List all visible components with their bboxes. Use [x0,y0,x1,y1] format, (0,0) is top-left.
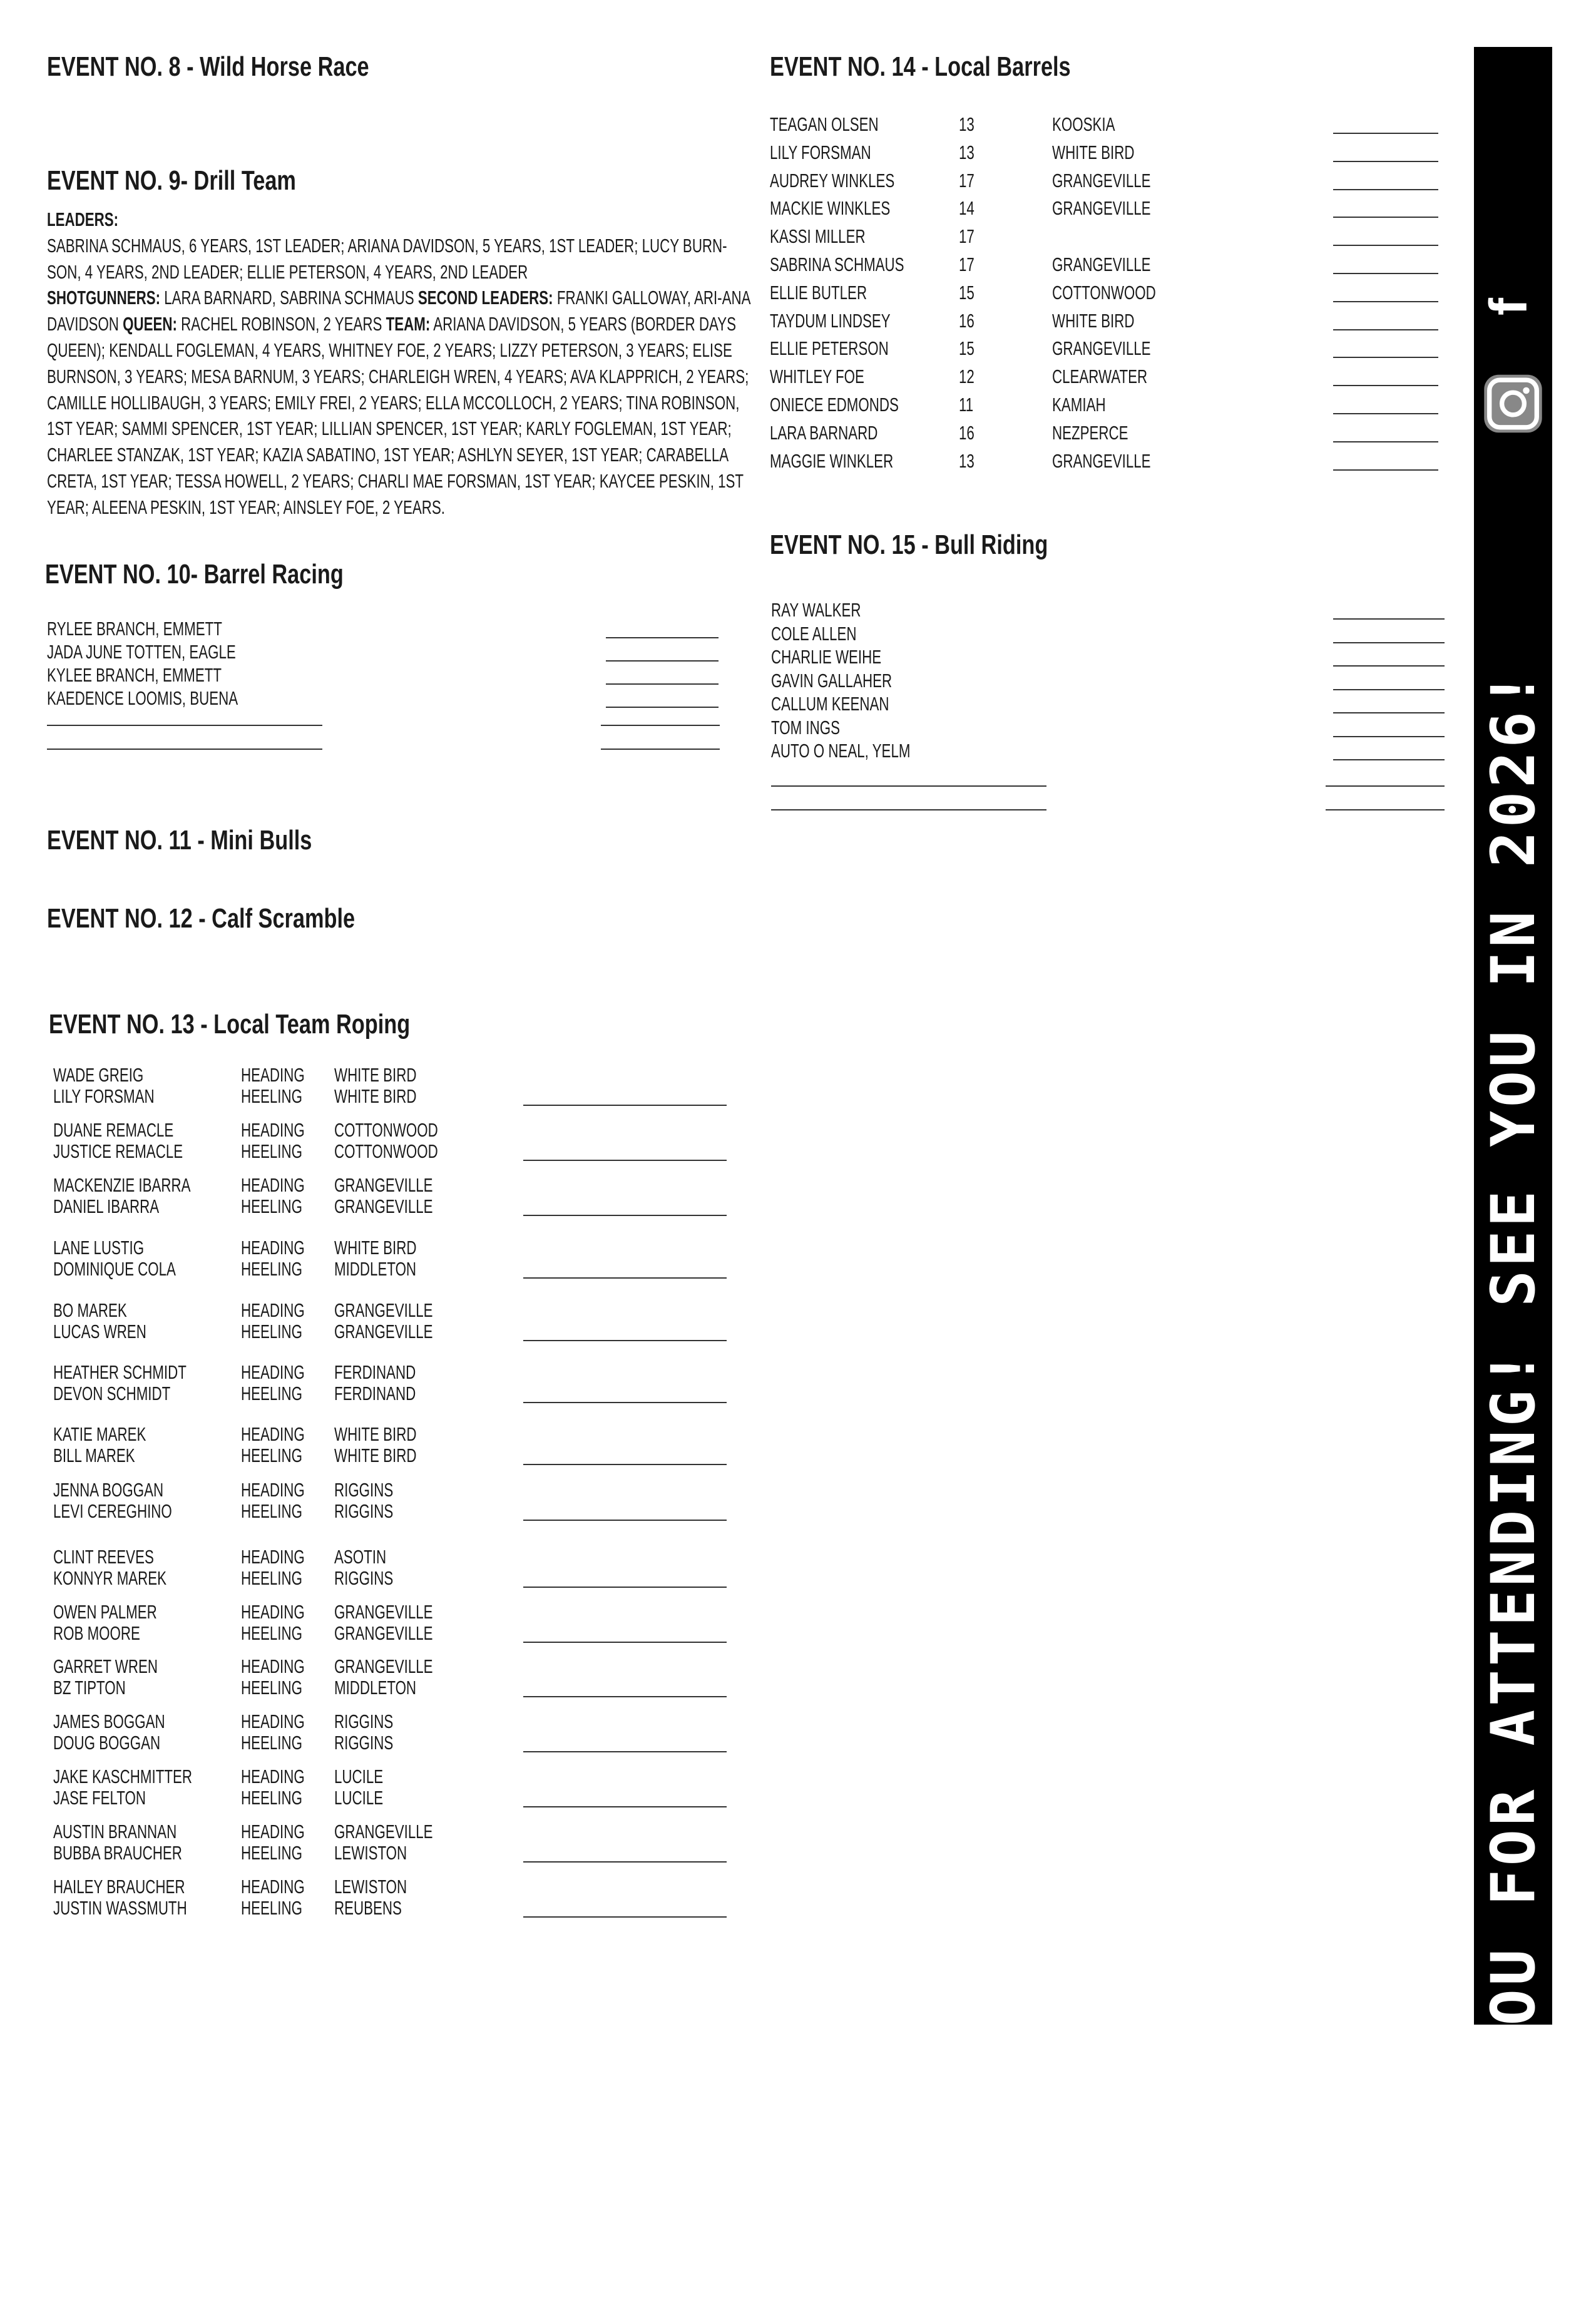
result-blank-line[interactable] [1333,618,1445,620]
heeler-name: ROB MOORE [53,1622,140,1644]
role-heading: HEADING [241,1423,305,1445]
queen-text: RACHEL ROBINSON, 2 YEARS [176,313,386,335]
barrel-rider-age: 13 [959,449,974,472]
header-name: LANE LUSTIG [53,1237,145,1259]
event-12-title: EVENT NO. 12 - Calf Scramble [47,903,356,934]
result-blank-line[interactable] [523,1105,727,1106]
header-name: DUANE REMACLE [53,1119,174,1141]
role-heeling: HEELING [241,1444,302,1466]
barrel-rider-town: KOOSKIA [1052,113,1115,135]
heeler-town: RIGGINS [334,1732,394,1754]
result-blank-line[interactable] [1333,133,1438,134]
result-blank-line[interactable] [1333,736,1445,737]
heeler-town: WHITE BIRD [334,1085,417,1107]
shotgunners-text: LARA BARNARD, SABRINA SCHMAUS [160,287,418,309]
role-heading: HEADING [241,1064,305,1086]
bull-rider-name: CALLUM KEENAN [771,693,889,715]
role-heading: HEADING [241,1237,305,1259]
instagram-icon[interactable] [1480,366,1546,441]
result-blank-line[interactable] [1333,385,1438,386]
heeler-name: KONNYR MAREK [53,1567,167,1589]
heeler-name: BUBBA BRAUCHER [53,1842,182,1864]
thank-you-message: THANK YOU FOR ATTENDING! SEE YOU IN 2026! [1478,668,1548,2305]
result-blank-line[interactable] [523,1402,727,1403]
barrel-rider-name: WHITLEY FOE [770,365,864,388]
role-heeling: HEELING [241,1622,302,1644]
barrel-rider-town: KAMIAH [1052,394,1106,416]
role-heading: HEADING [241,1766,305,1787]
barrel-rider-name: MAGGIE WINKLER [770,449,894,472]
result-blank-line[interactable] [1326,785,1445,787]
header-town: GRANGEVILLE [334,1174,433,1196]
result-blank-line[interactable] [523,1696,727,1697]
heeler-town: WHITE BIRD [334,1444,417,1466]
result-blank-line[interactable] [1333,689,1445,690]
barrel-racer-name: JADA JUNE TOTTEN, EAGLE [47,641,236,663]
result-blank-line[interactable] [1333,357,1438,358]
heeler-town: FERDINAND [334,1382,416,1404]
heeler-name: BILL MAREK [53,1444,135,1466]
barrel-rider-town: NEZPERCE [1052,421,1128,444]
header-name: HAILEY BRAUCHER [53,1876,185,1898]
header-name: MACKENZIE IBARRA [53,1174,191,1196]
role-heading: HEADING [241,1174,305,1196]
header-town: RIGGINS [334,1710,394,1732]
result-blank-line[interactable] [523,1751,727,1752]
header-name: OWEN PALMER [53,1601,157,1623]
role-heeling: HEELING [241,1321,302,1342]
barrel-rider-age: 16 [959,309,974,332]
heeler-name: LILY FORSMAN [53,1085,155,1107]
result-blank-line[interactable] [1333,665,1445,667]
header-name: JAMES BOGGAN [53,1710,165,1732]
barrel-rider-town: CLEARWATER [1052,365,1148,388]
header-name: HEATHER SCHMIDT [53,1361,187,1383]
result-blank-line[interactable] [523,1520,727,1521]
result-blank-line[interactable] [1333,301,1438,302]
barrel-rider-name: LARA BARNARD [770,421,878,444]
heeler-name: LUCAS WREN [53,1321,146,1342]
role-heading: HEADING [241,1119,305,1141]
result-blank-line[interactable] [1333,441,1438,442]
barrel-rider-age: 12 [959,365,974,388]
barrel-rider-town: GRANGEVILLE [1052,169,1151,192]
heeler-town: REUBENS [334,1897,402,1919]
barrel-rider-town: WHITE BIRD [1052,141,1135,163]
barrel-rider-age: 11 [959,394,974,416]
result-blank-line[interactable] [523,1215,727,1216]
barrel-rider-age: 13 [959,113,974,135]
header-name: KATIE MAREK [53,1423,146,1445]
barrel-rider-age: 13 [959,141,974,163]
role-heeling: HEELING [241,1140,302,1162]
barrel-rider-town: WHITE BIRD [1052,309,1135,332]
facebook-icon[interactable]: f [1479,298,1538,315]
result-blank-line[interactable] [523,1464,727,1465]
heeler-town: MIDDLETON [334,1258,417,1280]
second-leaders-label: SECOND LEADERS: [417,287,553,309]
role-heading: HEADING [241,1546,305,1568]
role-heading: HEADING [241,1876,305,1898]
result-blank-line[interactable] [1333,161,1438,162]
entry-blank-line[interactable] [771,809,1046,810]
result-blank-line[interactable] [523,1160,727,1161]
header-town: GRANGEVILLE [334,1821,433,1842]
barrel-rider-name: ONIECE EDMONDS [770,394,899,416]
result-blank-line[interactable] [606,707,719,708]
role-heeling: HEELING [241,1382,302,1404]
heeler-town: MIDDLETON [334,1677,417,1699]
barrel-rider-town: GRANGEVILLE [1052,197,1151,220]
barrel-rider-name: TAYDUM LINDSEY [770,309,891,332]
header-name: JAKE KASCHMITTER [53,1766,192,1787]
role-heading: HEADING [241,1479,305,1501]
header-town: ASOTIN [334,1546,387,1568]
barrel-racer-name: RYLEE BRANCH, EMMETT [47,618,222,640]
role-heeling: HEELING [241,1787,302,1809]
header-name: JENNA BOGGAN [53,1479,164,1501]
result-blank-line[interactable] [1333,759,1445,760]
result-blank-line[interactable] [523,1277,727,1279]
bull-rider-name: RAY WALKER [771,599,861,621]
second-leaders-text: FRANKI GALLOWAY, ARI-ANA DAVIDSON [47,287,750,335]
result-blank-line[interactable] [606,660,719,662]
result-blank-line[interactable] [1333,217,1438,218]
barrel-rider-town: GRANGEVILLE [1052,449,1151,472]
result-blank-line[interactable] [523,1806,727,1807]
barrel-rider-age: 16 [959,421,974,444]
event-11-title: EVENT NO. 11 - Mini Bulls [47,825,312,856]
header-town: LUCILE [334,1766,384,1787]
header-town: FERDINAND [334,1361,416,1383]
heeler-name: DANIEL IBARRA [53,1195,160,1217]
event-15-title: EVENT NO. 15 - Bull Riding [770,529,1048,560]
heeler-town: GRANGEVILLE [334,1321,433,1342]
header-name: AUSTIN BRANNAN [53,1821,177,1842]
result-blank-line[interactable] [523,1587,727,1588]
heeler-town: GRANGEVILLE [334,1195,433,1217]
barrel-rider-name: LILY FORSMAN [770,141,871,163]
heeler-name: JASE FELTON [53,1787,146,1809]
event-9-title: EVENT NO. 9- Drill Team [47,165,296,196]
header-town: GRANGEVILLE [334,1299,433,1321]
team-text: ARIANA DAVIDSON, 5 YEARS (BORDER DAYS QUEEN); KENDALL FOGLEMAN, 4 YEARS, WHITNEY FOE, 2 YEARS; LIZZY PETERSON, 3 YEARS; ELISE BURNSON, 3 YEARS; MESA BARNUM, 3 YEARS; CHARLEIGH WREN, 4 YEARS; AVA KLAPPRICH, 2 YEARS; CAMILLE HOLLIBAUGH, 3 YEARS; EMILY FREI, 2 YEARS; ELLA MCCOLLOCH, 2 YEARS; TINA ROBINSON, 1ST YEAR; SAMMI SPENCER, 1ST YEAR; LILLIAN SPENCER, 1ST YEAR; KARLY FOGLEMAN, 1ST YEAR; CHARLEE STANZAK, 1ST YEAR; KAZIA SABATINO, 1ST YEAR; ASHLYN SEYER, 1ST YEAR; CARABELLA CRETA, 1ST YEAR; TESSA HOWELL, 2 YEARS; CHARLI MAE FORSMAN, 1ST YEAR; KAYCEE PESKIN, 1ST YEAR; ALEENA PESKIN, 1ST YEAR; AINSLEY FOE, 2 YEARS. [47,313,749,518]
leaders-line-1: SABRINA SCHMAUS, 6 YEARS, 1ST LEADER; ARIANA DAVIDSON, 5 YEARS, 1ST LEADER; LUCY BURN- [47,234,727,257]
shotgunners-label: SHOTGUNNERS: [47,287,161,309]
result-blank-line[interactable] [1333,712,1445,713]
leaders-line-2: SON, 4 YEARS, 2ND LEADER; ELLIE PETERSON, 4 YEARS, 2ND LEADER [47,260,528,283]
role-heeling: HEELING [241,1500,302,1522]
result-blank-line[interactable] [1326,809,1445,810]
role-heeling: HEELING [241,1732,302,1754]
result-blank-line[interactable] [1333,329,1438,330]
event-8-title: EVENT NO. 8 - Wild Horse Race [47,51,369,82]
result-blank-line[interactable] [1333,413,1438,414]
barrel-racer-name: KAEDENCE LOOMIS, BUENA [47,687,238,709]
heeler-town: LUCILE [334,1787,384,1809]
role-heading: HEADING [241,1821,305,1842]
role-heeling: HEELING [241,1195,302,1217]
entry-blank-line[interactable] [771,785,1046,787]
barrel-rider-name: ELLIE BUTLER [770,281,867,304]
barrel-rider-age: 14 [959,197,974,220]
role-heading: HEADING [241,1601,305,1623]
role-heeling: HEELING [241,1897,302,1919]
barrel-rider-age: 15 [959,337,974,360]
result-blank-line[interactable] [606,683,719,685]
heeler-name: DEVON SCHMIDT [53,1382,171,1404]
event-14-title: EVENT NO. 14 - Local Barrels [770,51,1071,82]
header-town: GRANGEVILLE [334,1655,433,1677]
heeler-town: RIGGINS [334,1567,394,1589]
role-heading: HEADING [241,1710,305,1732]
bull-rider-name: COLE ALLEN [771,622,857,645]
result-blank-line[interactable] [523,1642,727,1643]
heeler-name: JUSTICE REMACLE [53,1140,183,1162]
barrel-rider-name: TEAGAN OLSEN [770,113,879,135]
bull-rider-name: TOM INGS [771,716,840,739]
result-blank-line[interactable] [606,637,719,638]
role-heading: HEADING [241,1299,305,1321]
role-heeling: HEELING [241,1842,302,1864]
entry-blank-line[interactable] [47,725,322,726]
result-blank-line[interactable] [523,1861,727,1863]
heeler-name: BZ TIPTON [53,1677,126,1699]
header-town: WHITE BIRD [334,1423,417,1445]
barrel-rider-town: COTTONWOOD [1052,281,1156,304]
result-blank-line[interactable] [1333,189,1438,190]
header-town: WHITE BIRD [334,1064,417,1086]
result-blank-line[interactable] [523,1916,727,1918]
result-blank-line[interactable] [601,749,720,750]
heeler-name: JUSTIN WASSMUTH [53,1897,187,1919]
header-town: WHITE BIRD [334,1237,417,1259]
header-town: RIGGINS [334,1479,394,1501]
bull-rider-name: AUTO O NEAL, YELM [771,740,911,762]
role-heading: HEADING [241,1361,305,1383]
header-town: COTTONWOOD [334,1119,438,1141]
barrel-rider-age: 17 [959,225,974,248]
result-blank-line[interactable] [1333,469,1438,471]
role-heading: HEADING [241,1655,305,1677]
role-heeling: HEELING [241,1567,302,1589]
barrel-rider-town: GRANGEVILLE [1052,253,1151,275]
result-blank-line[interactable] [523,1340,727,1341]
result-blank-line[interactable] [1333,273,1438,274]
barrel-rider-name: SABRINA SCHMAUS [770,253,904,275]
result-blank-line[interactable] [1333,245,1438,246]
heeler-town: COTTONWOOD [334,1140,438,1162]
heeler-name: LEVI CEREGHINO [53,1500,172,1522]
header-name: WADE GREIG [53,1064,144,1086]
barrel-rider-age: 17 [959,253,974,275]
team-label: TEAM: [386,313,431,335]
heeler-town: LEWISTON [334,1842,407,1864]
barrel-rider-name: AUDREY WINKLES [770,169,895,192]
entry-blank-line[interactable] [47,749,322,750]
header-name: CLINT REEVES [53,1546,154,1568]
queen-label: QUEEN: [123,313,177,335]
heeler-town: GRANGEVILLE [334,1622,433,1644]
barrel-rider-name: KASSI MILLER [770,225,866,248]
leaders-label: LEADERS: [47,208,119,230]
role-heeling: HEELING [241,1258,302,1280]
barrel-rider-town: GRANGEVILLE [1052,337,1151,360]
barrel-rider-age: 15 [959,281,974,304]
result-blank-line[interactable] [1333,642,1445,643]
heeler-name: DOUG BOGGAN [53,1732,161,1754]
result-blank-line[interactable] [601,725,720,726]
header-town: GRANGEVILLE [334,1601,433,1623]
barrel-racer-name: KYLEE BRANCH, EMMETT [47,664,222,686]
thank-you-sidebar [1474,47,1552,2305]
drill-team-roster [47,207,764,521]
barrel-rider-name: MACKIE WINKLES [770,197,891,220]
barrel-rider-age: 17 [959,169,974,192]
event-13-title: EVENT NO. 13 - Local Team Roping [49,1009,411,1040]
bull-rider-name: GAVIN GALLAHER [771,669,893,692]
event-10-title: EVENT NO. 10- Barrel Racing [45,559,344,590]
header-name: BO MAREK [53,1299,127,1321]
role-heeling: HEELING [241,1085,302,1107]
header-town: LEWISTON [334,1876,407,1898]
header-name: GARRET WREN [53,1655,158,1677]
heeler-name: DOMINIQUE COLA [53,1258,176,1280]
role-heeling: HEELING [241,1677,302,1699]
barrel-rider-name: ELLIE PETERSON [770,337,889,360]
heeler-town: RIGGINS [334,1500,394,1522]
bull-rider-name: CHARLIE WEIHE [771,646,882,668]
